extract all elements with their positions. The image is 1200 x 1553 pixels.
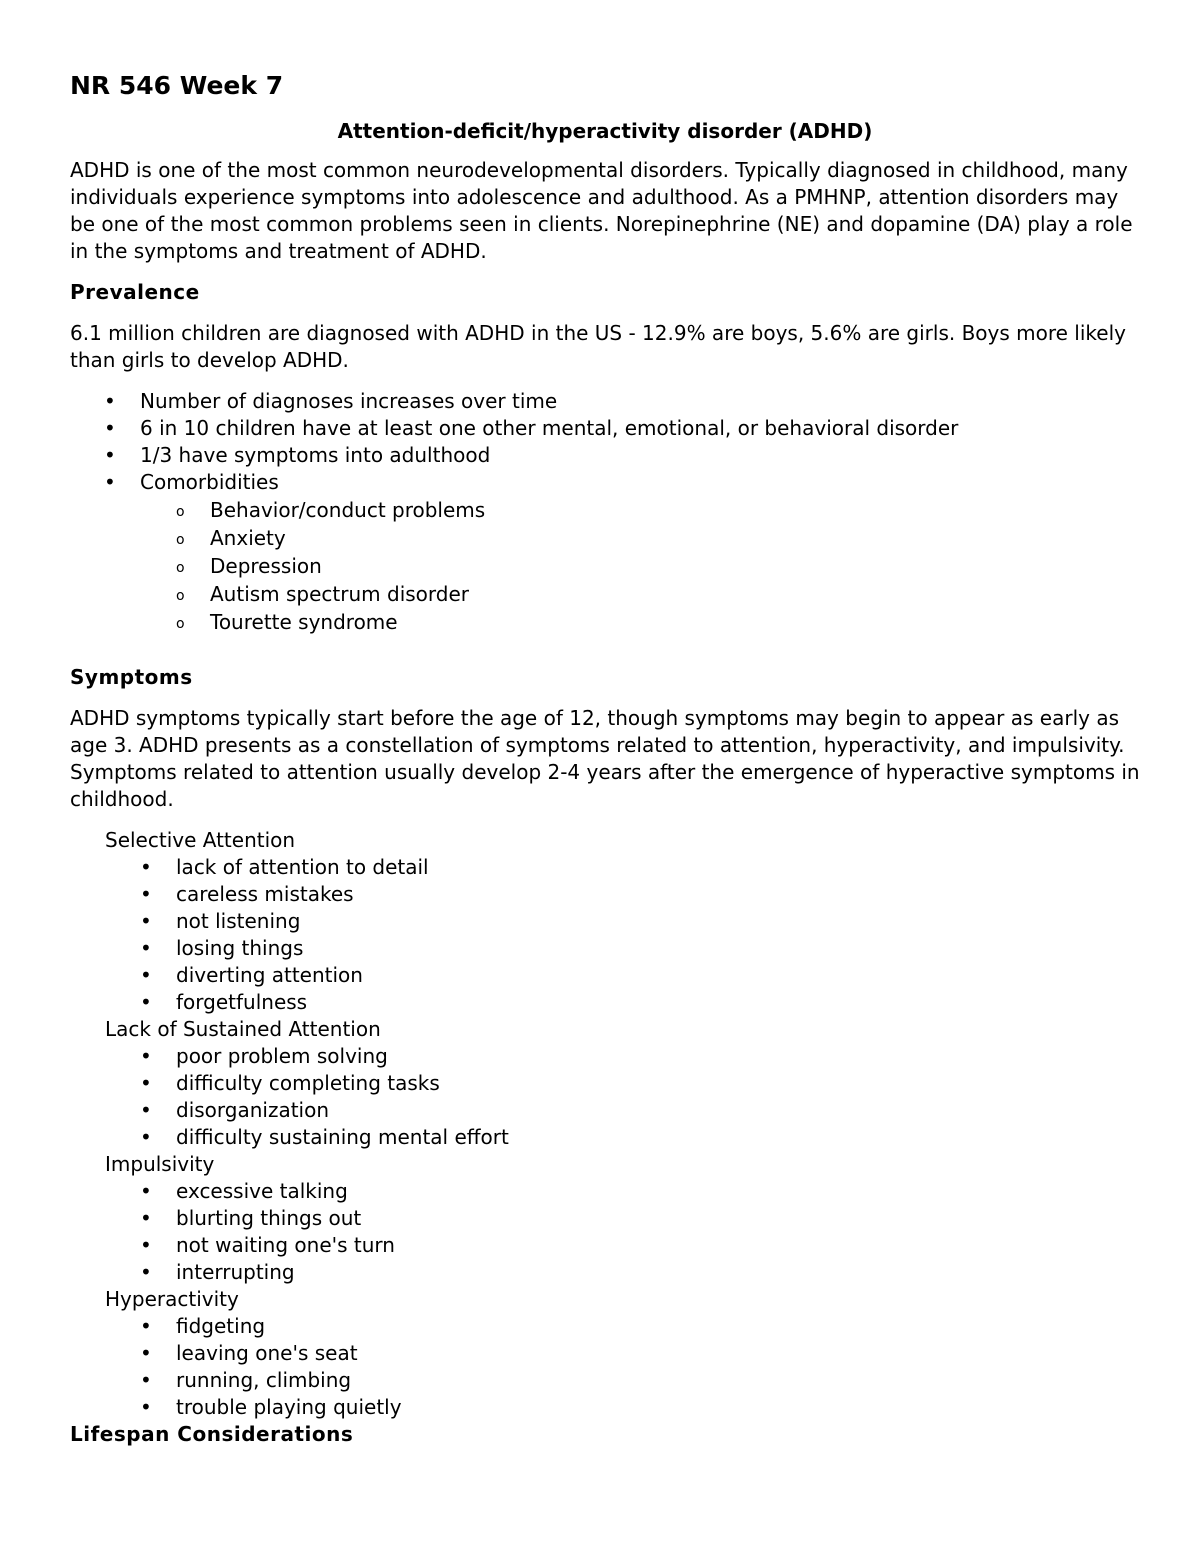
document-page <box>70 70 1140 1462</box>
prevalence-paragraph: 6.1 million children are diagnosed with ADHD in the US - 12.9% are boys, 5.6% are girls. Boys more likely than girls to develop ADHD. <box>70 321 1126 372</box>
list-item <box>70 1340 1140 1367</box>
list-item-text: difficulty sustaining mental effort <box>176 1125 509 1149</box>
list-item-text: Depression <box>210 554 322 578</box>
list-item-text: excessive talking <box>176 1179 348 1203</box>
symptom-list <box>70 854 1140 1016</box>
list-item <box>70 1043 1140 1070</box>
list-item <box>70 415 1140 442</box>
symptom-group-label: Lack of Sustained Attention <box>105 1017 381 1041</box>
list-item <box>70 989 1140 1016</box>
list-item <box>70 1367 1140 1394</box>
list-item <box>70 1205 1140 1232</box>
bullet-icon: • <box>140 1341 152 1365</box>
symptom-group-label: Selective Attention <box>105 828 296 852</box>
spacer <box>70 636 1140 650</box>
symptom-list <box>70 1043 1140 1151</box>
symptom-list <box>70 1313 1140 1421</box>
circle-bullet-icon: o <box>176 588 185 604</box>
bullet-icon: • <box>140 936 152 960</box>
list-item <box>70 608 1140 636</box>
prevalence-heading: Prevalence <box>70 280 200 304</box>
list-item <box>70 469 1140 496</box>
bullet-icon: • <box>140 1098 152 1122</box>
list-item <box>70 1394 1140 1421</box>
bullet-icon: • <box>140 882 152 906</box>
list-item <box>70 1232 1140 1259</box>
list-item-text: lack of attention to detail <box>176 855 429 879</box>
symptom-group-label: Impulsivity <box>105 1152 215 1176</box>
bullet-icon: • <box>140 1071 152 1095</box>
bullet-icon: • <box>140 963 152 987</box>
list-item-text: leaving one's seat <box>176 1341 358 1365</box>
list-item <box>70 1259 1140 1286</box>
list-item-text: 1/3 have symptoms into adulthood <box>140 443 491 467</box>
list-item <box>70 854 1140 881</box>
bullet-icon: • <box>140 1314 152 1338</box>
list-item <box>70 1313 1140 1340</box>
bullet-icon: • <box>104 443 116 467</box>
list-item-text: Anxiety <box>210 526 286 550</box>
list-item <box>70 442 1140 469</box>
bullet-icon: • <box>104 389 116 413</box>
list-item <box>70 1097 1140 1124</box>
list-item-text: running, climbing <box>176 1368 352 1392</box>
bullet-icon: • <box>140 1044 152 1068</box>
list-item <box>70 908 1140 935</box>
list-item-text: not listening <box>176 909 301 933</box>
circle-bullet-icon: o <box>176 532 185 548</box>
intro-paragraph: ADHD is one of the most common neurodevelopmental disorders. Typically diagnosed in childhood, many individuals experience symptoms into adolescence and adulthood. As a PMHNP, attention disorders may be one of the most common problems seen in clients. Norepinephrine (NE) and dopamine (DA) play a role in the symptoms and treatment of ADHD. <box>70 158 1133 263</box>
symptom-group-label: Hyperactivity <box>105 1287 239 1311</box>
list-item <box>70 580 1140 608</box>
list-item-text: Number of diagnoses increases over time <box>140 389 558 413</box>
list-item <box>70 496 1140 524</box>
bullet-icon: • <box>140 855 152 879</box>
list-item <box>70 962 1140 989</box>
list-item-text: difficulty completing tasks <box>176 1071 440 1095</box>
list-item-text: Tourette syndrome <box>210 610 398 634</box>
circle-bullet-icon: o <box>176 616 185 632</box>
list-item <box>70 1124 1140 1151</box>
symptom-list <box>70 1178 1140 1286</box>
comorbidities-list <box>70 496 1140 636</box>
list-item-text: trouble playing quietly <box>176 1395 402 1419</box>
list-item <box>70 881 1140 908</box>
symptoms-heading: Symptoms <box>70 665 193 689</box>
bullet-icon: • <box>140 1260 152 1284</box>
list-item-text: Comorbidities <box>140 470 279 494</box>
bullet-icon: • <box>104 416 116 440</box>
document-subtitle: Attention-deficit/hyperactivity disorder (ADHD) <box>337 119 873 143</box>
lifespan-heading: Lifespan Considerations <box>70 1422 354 1446</box>
bullet-icon: • <box>140 1368 152 1392</box>
list-item-text: diverting attention <box>176 963 363 987</box>
list-item <box>70 935 1140 962</box>
list-item-text: losing things <box>176 936 304 960</box>
list-item-text: forgetfulness <box>176 990 308 1014</box>
list-item-text: 6 in 10 children have at least one other mental, emotional, or behavioral disorder <box>140 416 959 440</box>
list-item-text: careless mistakes <box>176 882 354 906</box>
list-item <box>70 388 1140 415</box>
circle-bullet-icon: o <box>176 504 185 520</box>
bullet-icon: • <box>140 1206 152 1230</box>
document-title: NR 546 Week 7 <box>70 71 284 100</box>
list-item-text: blurting things out <box>176 1206 362 1230</box>
list-item <box>70 1178 1140 1205</box>
list-item-text: poor problem solving <box>176 1044 388 1068</box>
prevalence-list <box>70 388 1140 496</box>
list-item-text: fidgeting <box>176 1314 266 1338</box>
list-item-text: disorganization <box>176 1098 330 1122</box>
list-item-text: interrupting <box>176 1260 295 1284</box>
list-item-text: not waiting one's turn <box>176 1233 395 1257</box>
circle-bullet-icon: o <box>176 560 185 576</box>
list-item <box>70 552 1140 580</box>
bullet-icon: • <box>104 470 116 494</box>
bullet-icon: • <box>140 990 152 1014</box>
list-item-text: Behavior/conduct problems <box>210 498 486 522</box>
bullet-icon: • <box>140 1125 152 1149</box>
bullet-icon: • <box>140 909 152 933</box>
list-item <box>70 524 1140 552</box>
bullet-icon: • <box>140 1395 152 1419</box>
list-item <box>70 1070 1140 1097</box>
bullet-icon: • <box>140 1179 152 1203</box>
list-item-text: Autism spectrum disorder <box>210 582 470 606</box>
spacer <box>70 650 1140 664</box>
symptoms-paragraph: ADHD symptoms typically start before the age of 12, though symptoms may begin to appear as early as age 3. ADHD presents as a constellation of symptoms related to attention, hyperactivity, and impulsivity. Symptoms related to attention usually develop 2-4 years after the emergence of hyperactive symptoms in childhood. <box>70 706 1140 811</box>
bullet-icon: • <box>140 1233 152 1257</box>
